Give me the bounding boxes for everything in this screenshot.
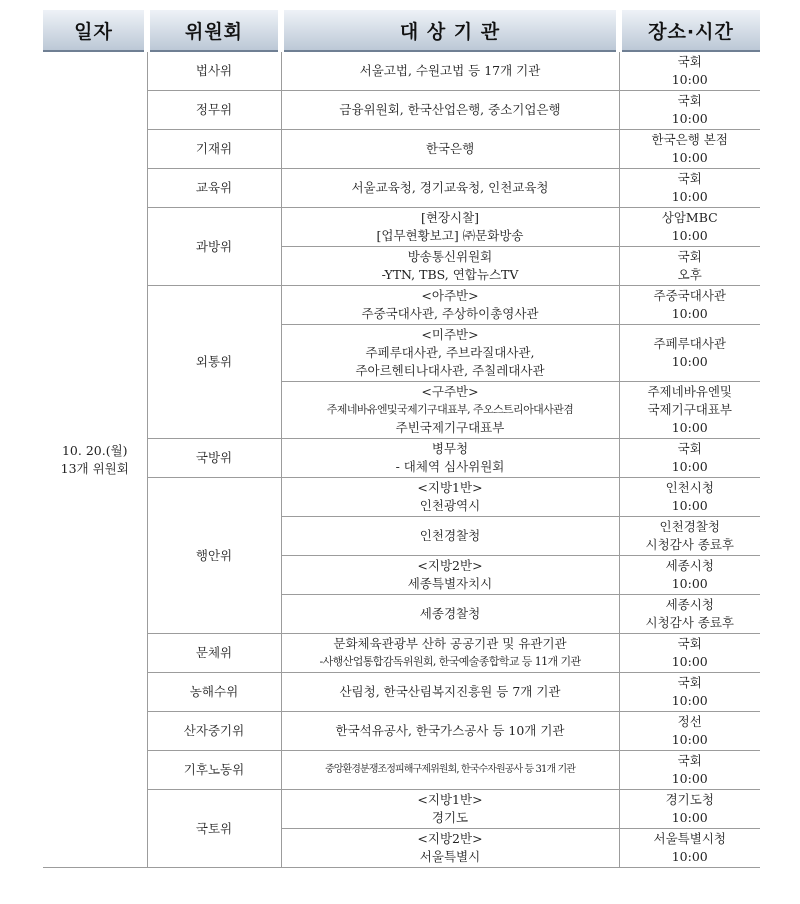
place-cell <box>619 634 760 673</box>
date-cell <box>43 51 147 868</box>
committee-count: 13개 위원회 <box>60 460 129 476</box>
table-row <box>43 51 760 91</box>
target-line: 중앙환경분쟁조정피해구제위원회, 한국수자원공사 등 31개 기관 <box>324 764 576 775</box>
target-line: 주중국대사관, 주상하이총영사관 <box>361 306 539 321</box>
header-date: 일자 <box>43 10 147 51</box>
target-cell <box>281 247 619 286</box>
place-cell <box>619 790 760 829</box>
time-line: 10:00 <box>671 150 708 165</box>
place-cell <box>619 556 760 595</box>
table-row <box>43 712 760 751</box>
target-line: 세종특별자치시 <box>407 576 493 591</box>
time-line: 10:00 <box>671 420 708 435</box>
committee-cell: 교육위 <box>147 169 281 208</box>
target-line: <지방2반> <box>417 831 483 846</box>
time-line: 10:00 <box>671 354 708 369</box>
date-label: 10. 20.(월) <box>61 442 128 458</box>
time-line: 10:00 <box>671 849 708 864</box>
place-line: 서울특별시청 <box>653 831 726 846</box>
header-committee: 위원회 <box>147 10 281 51</box>
committee-cell: 문체위 <box>147 634 281 673</box>
time-line: 10:00 <box>671 228 708 243</box>
place-cell <box>619 208 760 247</box>
place-cell <box>619 829 760 868</box>
table-row <box>43 169 760 208</box>
place-cell <box>619 595 760 634</box>
committee-cell: 행안위 <box>147 478 281 634</box>
place-line: 인천경찰청 <box>659 519 720 534</box>
place-cell <box>619 751 760 790</box>
time-line: 10:00 <box>671 771 708 786</box>
time-line: 10:00 <box>671 693 708 708</box>
target-line: 경기도 <box>431 810 469 825</box>
table-row <box>43 751 760 790</box>
place-cell <box>619 169 760 208</box>
target-line: 병무청 <box>431 441 469 456</box>
place-line: 정선 <box>677 714 702 729</box>
table-row <box>43 634 760 673</box>
place-line: 경기도청 <box>665 792 714 807</box>
table-row <box>43 130 760 169</box>
target-line: <아주반> <box>421 288 479 303</box>
target-line: 문화체육관광부 산하 공공기관 및 유관기관 <box>333 636 567 651</box>
place-cell <box>619 673 760 712</box>
target-cell <box>281 382 619 439</box>
time-line: 10:00 <box>671 72 708 87</box>
target-line: 한국석유공사, 한국가스공사 등 10개 기관 <box>335 723 565 738</box>
target-cell <box>281 595 619 634</box>
place-line: 국회 <box>677 249 702 264</box>
target-line: <구주반> <box>421 384 479 399</box>
place-line: 주페루대사관 <box>653 336 726 351</box>
header-place-time: 장소·시간 <box>619 10 760 51</box>
target-cell <box>281 130 619 169</box>
target-cell <box>281 712 619 751</box>
target-line: 서울교육청, 경기교육청, 인천교육청 <box>351 180 549 195</box>
committee-cell: 기재위 <box>147 130 281 169</box>
time-line: 10:00 <box>671 732 708 747</box>
target-cell <box>281 439 619 478</box>
target-cell <box>281 634 619 673</box>
table-row <box>43 478 760 517</box>
target-cell <box>281 51 619 91</box>
committee-cell: 농해수위 <box>147 673 281 712</box>
target-line: 인천경찰청 <box>419 528 481 543</box>
target-line: <지방1반> <box>417 480 483 495</box>
target-line: [업무현황보고] ㈜문화방송 <box>376 228 524 243</box>
time-line: 10:00 <box>671 810 708 825</box>
place-line: 국회 <box>677 441 702 456</box>
time-line: 시청감사 종료후 <box>645 537 734 552</box>
place-line: 세종시청 <box>665 558 714 573</box>
place-cell <box>619 517 760 556</box>
target-line: 방송통신위원회 <box>407 249 493 264</box>
time-line: 10:00 <box>671 111 708 126</box>
target-line: 서울특별시 <box>419 849 481 864</box>
target-line: <지방2반> <box>417 558 483 573</box>
target-cell <box>281 790 619 829</box>
place-line: 한국은행 본점 <box>651 132 728 147</box>
time-line: 시청감사 종료후 <box>645 615 734 630</box>
place-cell <box>619 325 760 382</box>
target-line: <지방1반> <box>417 792 483 807</box>
committee-cell: 과방위 <box>147 208 281 286</box>
table-row <box>43 439 760 478</box>
place-line: 인천시청 <box>665 480 714 495</box>
place-line: 국회 <box>677 753 702 768</box>
target-cell <box>281 517 619 556</box>
target-cell <box>281 208 619 247</box>
place-line: 주중국대사관 <box>653 288 726 303</box>
place-line: 국회 <box>677 636 702 651</box>
time-line: 10:00 <box>671 189 708 204</box>
target-cell <box>281 325 619 382</box>
target-line: [현장시찰] <box>420 210 480 225</box>
target-line: -사행산업통합감독위원회, 한국예술종합학교 등 11개 기관 <box>319 655 581 668</box>
committee-cell: 국방위 <box>147 439 281 478</box>
target-cell <box>281 829 619 868</box>
table-row <box>43 286 760 325</box>
place-cell <box>619 286 760 325</box>
table-row <box>43 208 760 247</box>
target-line: 금융위원회, 한국산업은행, 중소기업은행 <box>339 102 561 117</box>
target-cell <box>281 91 619 130</box>
place-cell <box>619 91 760 130</box>
target-line: 세종경찰청 <box>419 606 481 621</box>
target-cell <box>281 673 619 712</box>
target-line: 산림청, 한국산림복지진흥원 등 7개 기관 <box>339 684 561 699</box>
committee-cell: 국토위 <box>147 790 281 868</box>
target-line: 서울고법, 수원고법 등 17개 기관 <box>359 63 541 78</box>
target-line: 인천광역시 <box>419 498 481 513</box>
place-line: 국회 <box>677 54 702 69</box>
target-line: 주페루대사관, 주브라질대사관, <box>365 345 535 360</box>
target-cell <box>281 286 619 325</box>
target-line: -YTN, TBS, 연합뉴스TV <box>381 267 519 282</box>
target-line: 한국은행 <box>425 141 475 156</box>
place-line: 국회 <box>677 675 702 690</box>
target-cell <box>281 478 619 517</box>
place-cell <box>619 439 760 478</box>
place-cell <box>619 130 760 169</box>
committee-cell: 법사위 <box>147 51 281 91</box>
place-line: 세종시청 <box>665 597 714 612</box>
place-line: 국회 <box>677 93 702 108</box>
committee-cell: 외통위 <box>147 286 281 439</box>
place-cell <box>619 712 760 751</box>
place-cell <box>619 247 760 286</box>
table-row <box>43 91 760 130</box>
target-line: 주제네바유엔및국제기구대표부, 주오스트리아대사관겸 <box>326 403 574 416</box>
committee-cell: 정무위 <box>147 91 281 130</box>
place-line: 주제네바유엔및 <box>647 384 733 399</box>
audit-schedule-table <box>43 10 760 868</box>
header-target: 대 상 기 관 <box>281 10 619 51</box>
time-line: 10:00 <box>671 498 708 513</box>
committee-cell: 산자중기위 <box>147 712 281 751</box>
time-line: 오후 <box>677 267 702 282</box>
target-line: - 대체역 심사위원회 <box>395 459 505 474</box>
time-line: 10:00 <box>671 576 708 591</box>
time-line: 10:00 <box>671 654 708 669</box>
table-row <box>43 673 760 712</box>
place-line: 국제기구대표부 <box>647 402 733 417</box>
target-cell <box>281 556 619 595</box>
target-line: 주아르헨티나대사관, 주칠레대사관 <box>355 363 545 378</box>
target-line: 주빈국제기구대표부 <box>395 420 505 435</box>
place-line: 국회 <box>677 171 702 186</box>
time-line: 10:00 <box>671 306 708 321</box>
header-row <box>43 10 760 51</box>
table-row <box>43 790 760 829</box>
place-cell <box>619 51 760 91</box>
time-line: 10:00 <box>671 459 708 474</box>
place-cell <box>619 478 760 517</box>
place-line: 상암MBC <box>661 210 718 225</box>
committee-cell: 기후노동위 <box>147 751 281 790</box>
place-cell <box>619 382 760 439</box>
target-cell <box>281 751 619 790</box>
target-line: <미주반> <box>421 327 479 342</box>
target-cell <box>281 169 619 208</box>
